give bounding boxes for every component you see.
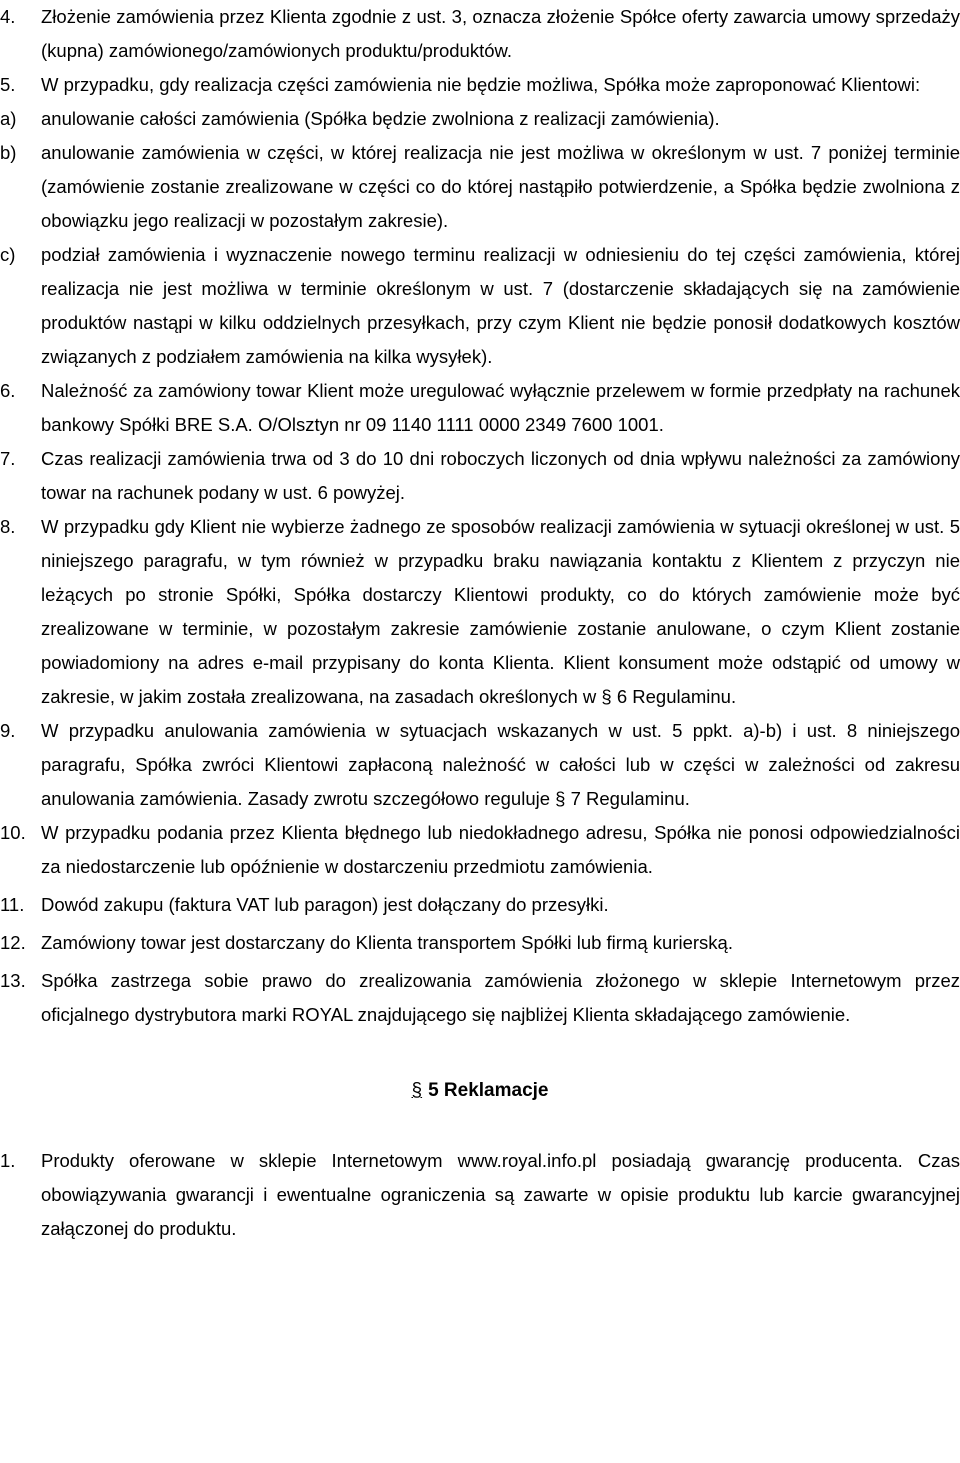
item-text: Dowód zakupu (faktura VAT lub paragon) jest dołączany do przesyłki. [41, 894, 609, 915]
sub-item-b [0, 136, 960, 238]
item-marker: a) [0, 108, 17, 129]
list-item-10 [0, 816, 960, 884]
list-item-8 [0, 510, 960, 714]
item-text: W przypadku, gdy realizacja części zamówienia nie będzie możliwa, Spółka może zaproponować Klientowi: [41, 74, 921, 95]
item-text: Złożenie zamówienia przez Klienta zgodnie z ust. 3, oznacza złożenie Spółce oferty zawarcia umowy sprzedaży (kupna) zamówionego/zamówionych produktu/produktów. [41, 6, 960, 61]
list-item-12 [0, 926, 960, 960]
list-item-9 [0, 714, 960, 816]
item-text: W przypadku gdy Klient nie wybierze żadnego ze sposobów realizacji zamówienia w sytuacji określonej w ust. 5 niniejszego paragrafu, w tym również w przypadku braku nawiązania kontaktu z Klientem z przyczyn nie leżących po stronie Spółki, Spółka dostarczy Klientowi produkty, co do których zamówienie może być zrealizowane w terminie, w pozostałym zakresie zamówienie zostanie anulowane, o czym Klient zostanie powiadomiony na adres e-mail przypisany do konta Klienta. Klient konsument może odstąpić od umowy w zakresie, w jakim została zrealizowana, na zasadach określonych w § 6 Regulaminu. [41, 516, 960, 707]
item-marker: 9. [0, 720, 16, 741]
section-symbol: § [411, 1080, 423, 1101]
item-text: Produkty oferowane w sklepie Internetowym www.royal.info.pl posiadają gwarancję producenta. Czas obowiązywania gwarancji i ewentualne ograniczenia są zawarte w opisie produktu lub karcie gwarancyjnej załączonej do produktu. [41, 1150, 960, 1239]
list-item-13 [0, 964, 960, 1032]
sub-item-c [0, 238, 960, 374]
item-text: Należność za zamówiony towar Klient może uregulować wyłącznie przelewem w formie przedpłaty na rachunek bankowy Spółki BRE S.A. O/Olsztyn nr 09 1140 1111 0000 2349 7600 1001. [41, 380, 960, 435]
item-text: anulowanie całości zamówienia (Spółka będzie zwolniona z realizacji zamówienia). [41, 108, 720, 129]
item-marker: 10. [0, 822, 26, 843]
item-marker: 13. [0, 970, 26, 991]
item-text: Czas realizacji zamówienia trwa od 3 do 10 dni roboczych liczonych od dnia wpływu należności za zamówiony towar na rachunek podany w ust. 6 powyżej. [41, 448, 960, 503]
list-item-7 [0, 442, 960, 510]
item-text: W przypadku anulowania zamówienia w sytuacjach wskazanych w ust. 5 ppkt. a)-b) i ust. 8 niniejszego paragrafu, Spółka zwróci Klientowi zapłaconą należność w całości lub w części w zależności od zakresu anulowania zamówienia. Zasady zwrotu szczegółowo reguluje § 7 Regulaminu. [41, 720, 960, 809]
item-marker: b) [0, 142, 17, 163]
sub-item-a [0, 102, 960, 136]
list-item-6 [0, 374, 960, 442]
item-text: podział zamówienia i wyznaczenie nowego terminu realizacji w odniesieniu do tej części zamówienia, której realizacja nie jest możliwa w terminie określonym w ust. 7 (dostarczenie składających się na zamówienie produktów nastąpi w kilku oddzielnych przesyłkach, przy czym Klient nie będzie ponosił dodatkowych kosztów związanych z podziałem zamówienia na kilka wysyłek). [41, 244, 960, 367]
item-marker: 1. [0, 1150, 16, 1171]
item-text: anulowanie zamówienia w części, w której realizacja nie jest możliwa w określonym w ust. 7 poniżej terminie (zamówienie zostanie zrealizowane w części co do której nastąpiło potwierdzenie, a Spółka będzie zwolniona z obowiązku jego realizacji w pozostałym zakresie). [41, 142, 960, 231]
item-text: Zamówiony towar jest dostarczany do Klienta transportem Spółki lub firmą kurierską. [41, 932, 733, 953]
item-marker: c) [0, 244, 16, 265]
item-marker: 4. [0, 6, 16, 27]
list-item-4 [0, 0, 960, 68]
item-marker: 6. [0, 380, 16, 401]
item-marker: 11. [0, 894, 25, 915]
item-text: Spółka zastrzega sobie prawo do zrealizowania zamówienia złożonego w sklepie Internetowym przez oficjalnego dystrybutora marki ROYAL znajdującego się najbliżej Klienta składającego zamówienie. [41, 970, 960, 1025]
item-text: W przypadku podania przez Klienta błędnego lub niedokładnego adresu, Spółka nie ponosi odpowiedzialności za niedostarczenie lub opóźnienie w dostarczeniu przedmiotu zamówienia. [41, 822, 960, 877]
item-marker: 12. [0, 932, 26, 953]
section-heading [0, 1074, 960, 1108]
item-marker: 5. [0, 74, 16, 95]
list-item-11 [0, 888, 960, 922]
section-title: 5 Reklamacje [428, 1080, 549, 1101]
section-list-item-1 [0, 1144, 960, 1246]
item-marker: 7. [0, 448, 16, 469]
list-item-5 [0, 68, 960, 102]
item-marker: 8. [0, 516, 16, 537]
